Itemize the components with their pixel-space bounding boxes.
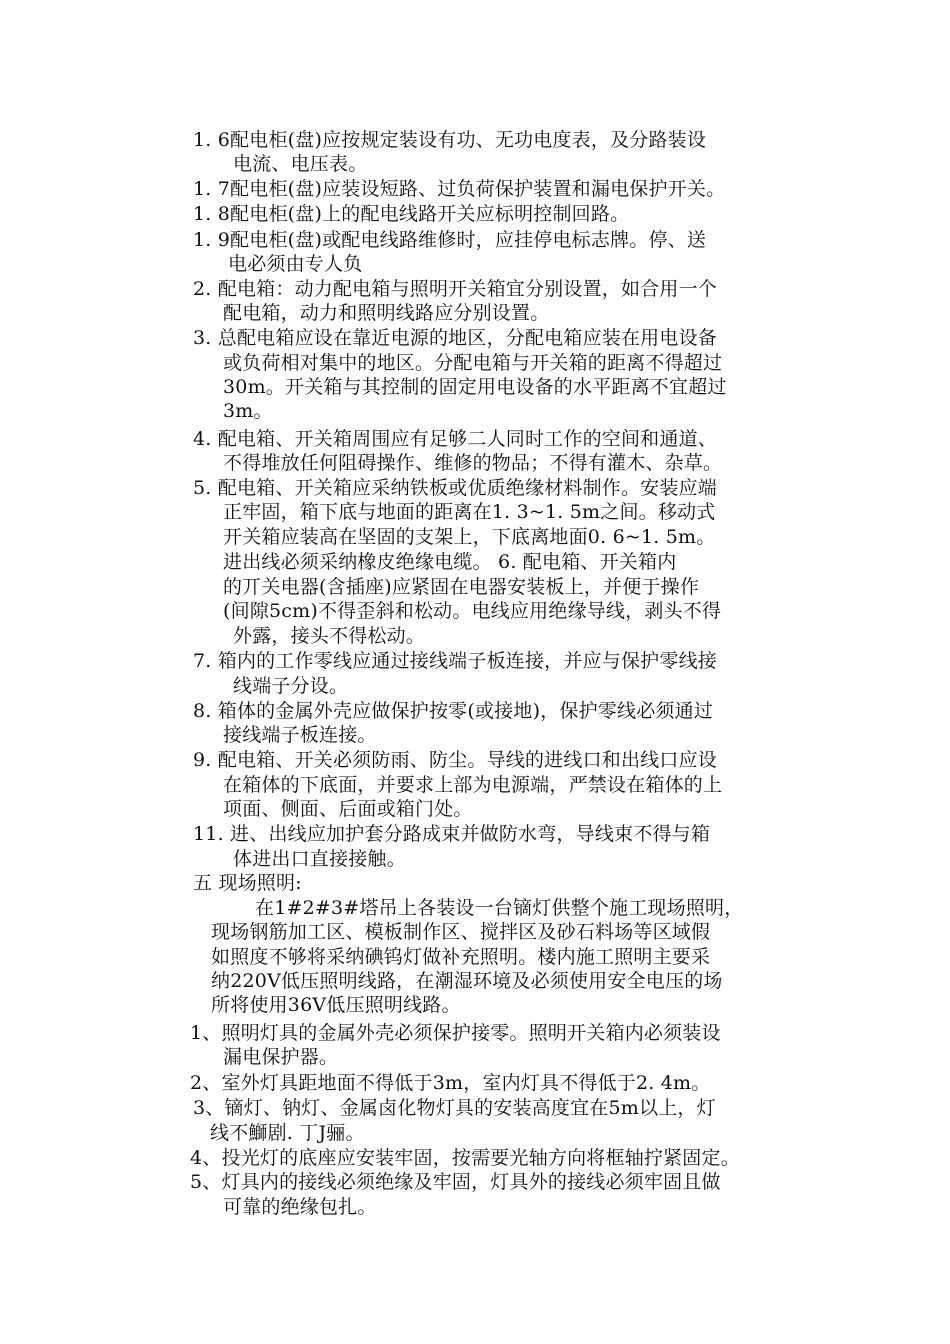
text-line: 1. 7配电柜(盘)应装设短路、过负荷保护装置和漏电保护开关。 — [193, 178, 726, 200]
text-line: 3m。 — [223, 400, 273, 422]
text-line: 进出线必须采纳橡皮绝缘电缆。 6. 配电箱、开关箱内 — [223, 551, 677, 573]
text-line: 接线端子板连接。 — [223, 724, 377, 746]
text-line: 外露，接头不得松动。 — [233, 625, 426, 647]
text-line: 如照度不够将采纳碘钨灯做补充照明。楼内施工照明主要采 — [211, 946, 711, 968]
text-line: 正牢固，箱下底与地面的距离在1. 3~1. 5m之间。移动式 — [223, 501, 716, 523]
text-line: 9. 配电箱、开关必须防雨、防尘。导线的进线口和出线口应设 — [193, 749, 717, 771]
text-line: 1. 9配电柜(盘)或配电线路维修时，应挂停电标志牌。停、送 — [193, 229, 707, 251]
text-line: 7. 箱内的工作零线应通过接线端子板连接，并应与保护零线接 — [193, 650, 717, 672]
text-line: 5. 配电箱、开关箱应采纳铁板或优质绝缘材料制作。安装应端 — [193, 477, 717, 499]
text-line: 现场钢筋加工区、模板制作区、搅拌区及砂石料场等区域假 — [211, 921, 711, 943]
text-line: 1. 8配电柜(盘)上的配电线路开关应标明控制回路。 — [193, 203, 630, 225]
text-line: 3. 总配电箱应设在靠近电源的地区，分配电箱应装在用电设备 — [193, 327, 717, 349]
text-line: 在箱体的下底面，并要求上部为电源端，严禁设在箱体的上 — [223, 774, 723, 796]
text-line: 开关箱应装高在坚固的支架上，下底离地面0. 6~1. 5m。 — [223, 526, 716, 548]
text-line: 电必须由专人负 — [228, 253, 363, 275]
text-line: 8. 箱体的金属外壳应做保护按零(或接地)，保护零线必须通过 — [193, 700, 713, 722]
text-line: (间隙5cm)不得歪斜和松动。电线应用绝缘导线，剥头不得 — [223, 600, 722, 622]
section-heading: 五 现场照明: — [193, 872, 302, 894]
text-line: 纳220V低压照明线路，在潮湿环境及必须使用安全电压的场 — [211, 970, 723, 992]
text-line: 线端子分设。 — [233, 675, 349, 697]
text-line: 11. 进、出线应加护套分路成束并做防水弯，导线束不得与箱 — [193, 823, 711, 845]
text-line: 线不鰤剧. 丁J骊。 — [210, 1122, 365, 1144]
text-line: 可靠的绝缘包扎。 — [223, 1196, 377, 1218]
text-line: 30m。开关箱与其控制的固定用电设备的水平距离不宜超过 — [223, 376, 727, 398]
text-line: 电流、电压表。 — [233, 153, 368, 175]
text-line: 所将使用36V低压照明线路。 — [211, 994, 461, 1016]
text-line: 2、室外灯具距地面不得低于3m，室内灯具不得低于2. 4m。 — [190, 1072, 711, 1094]
text-line: 3、镝灯、钠灯、金属卤化物灯具的安装高度宜在5m以上，灯 — [193, 1097, 716, 1119]
text-line: 4、投光灯的底座应安装牢固，按需要光轴方向将框轴拧紧固定。 — [190, 1147, 740, 1169]
text-line: 体进出口直接接触。 — [233, 848, 406, 870]
text-line: 5、灯具内的接线必须绝缘及牢固，灯具外的接线必须牢固且做 — [190, 1171, 721, 1193]
text-line: 在1#2#3#塔吊上各装设一台镝灯供整个施工现场照明， — [255, 897, 744, 919]
text-line: 项面、侧面、后面或箱门处。 — [223, 798, 473, 820]
text-line: 2. 配电箱：动力配电箱与照明开关箱宜分别设置，如合用一个 — [193, 278, 717, 300]
text-line: 的丌关电器(含插座)应紧固在电器安装板上，并便于操作 — [223, 576, 700, 598]
text-line: 4. 配电箱、开关箱周围应有足够二人同时工作的空间和通道、 — [193, 428, 717, 450]
text-line: 配电箱，动力和照明线路应分别设置。 — [223, 302, 550, 324]
text-line: 漏电保护器。 — [223, 1046, 339, 1068]
text-line: 1、照明灯具的金属外壳必须保护接零。照明开关箱内必须装设 — [190, 1022, 721, 1044]
text-line: 1. 6配电柜(盘)应按规定装设有功、无功电度表，及分路装设 — [193, 129, 707, 151]
text-line: 不得堆放任何阻碍操作、维修的物品；不得有灌木、杂草。 — [223, 452, 723, 474]
text-line: 或负荷相对集中的地区。分配电箱与开关箱的距离不得超过 — [223, 352, 723, 374]
